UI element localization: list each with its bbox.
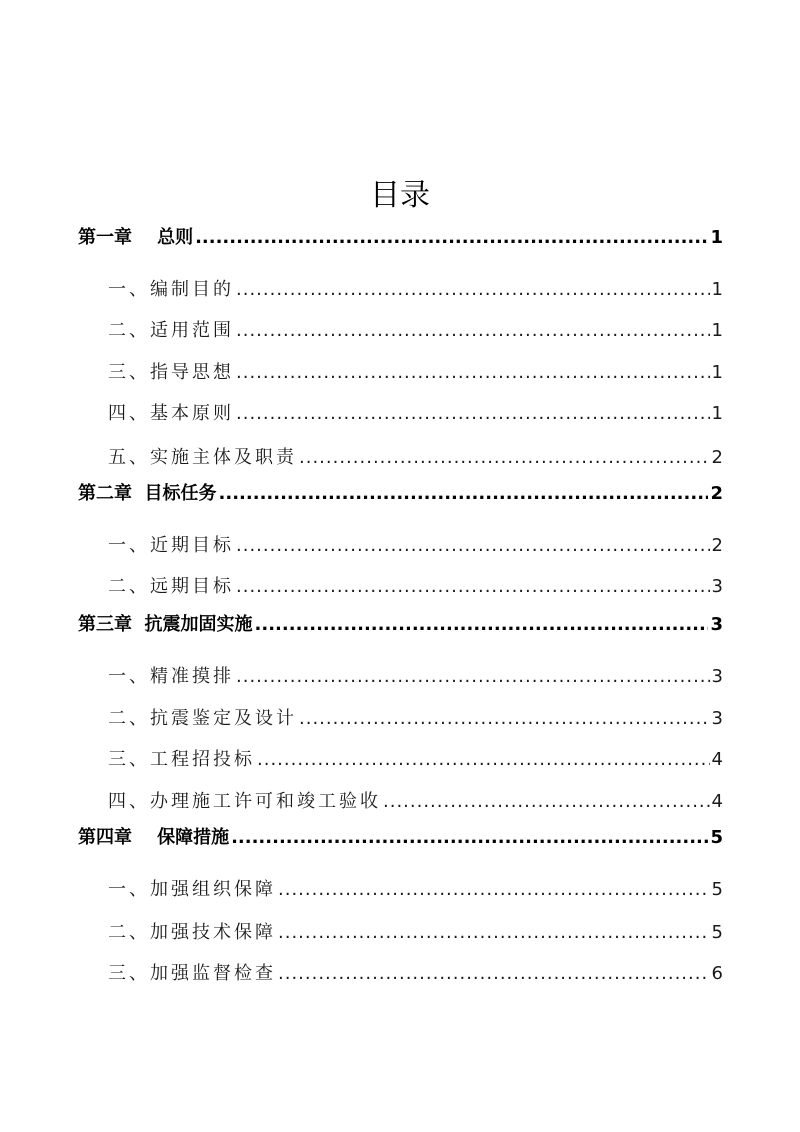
toc-entry-page: 2: [711, 447, 723, 468]
toc-leader: [195, 223, 708, 253]
toc-entry-section-2-1[interactable]: [108, 531, 723, 561]
toc-entry-label: 二、抗震鉴定及设计: [108, 708, 297, 729]
toc-entry-label: 二、适用范围: [108, 320, 234, 341]
toc-entry-page: 1: [711, 403, 723, 424]
toc-entry-label: 一、加强组织保障: [108, 879, 276, 900]
toc-entry-section-1-1[interactable]: [108, 275, 723, 305]
toc-entry-section-4-2[interactable]: [108, 918, 723, 948]
toc-entry-page: 5: [710, 827, 723, 848]
toc-entry-page: 5: [711, 922, 723, 943]
toc-entry-chapter-4[interactable]: [78, 823, 723, 853]
toc-entry-chapter-1[interactable]: [78, 223, 723, 253]
toc-entry-label: 五、实施主体及职责: [108, 447, 297, 468]
toc-leader: [236, 316, 710, 346]
toc-leader: [278, 875, 710, 905]
toc-entry-label: 第三章 抗震加固实施: [78, 614, 253, 635]
toc-leader: [257, 745, 710, 775]
toc-entry-label: 一、编制目的: [108, 279, 234, 300]
toc-entry-section-2-2[interactable]: [108, 572, 723, 602]
toc-leader: [278, 959, 710, 989]
toc-leader: [299, 443, 710, 473]
toc-leader: [219, 479, 709, 509]
toc-entry-label: 第二章 目标任务: [78, 483, 217, 504]
toc-entry-section-3-1[interactable]: [108, 662, 723, 692]
toc-entry-section-1-2[interactable]: [108, 316, 723, 346]
toc-entry-page: 3: [711, 708, 723, 729]
toc-entry-label: 二、加强技术保障: [108, 922, 276, 943]
toc-entry-page: 2: [710, 483, 723, 504]
toc-entry-page: 1: [711, 362, 723, 383]
toc-leader: [236, 531, 710, 561]
toc-entry-label: 一、近期目标: [108, 535, 234, 556]
toc-entry-section-3-4[interactable]: [108, 787, 723, 817]
toc-entry-section-1-3[interactable]: [108, 358, 723, 388]
toc-entry-section-1-5[interactable]: [108, 443, 723, 473]
toc-entry-section-4-1[interactable]: [108, 875, 723, 905]
toc-leader: [278, 918, 710, 948]
toc-entry-page: 6: [711, 963, 723, 984]
toc-leader: [236, 275, 710, 305]
toc-entry-page: 2: [711, 535, 723, 556]
toc-entry-page: 4: [711, 791, 723, 812]
toc-entry-page: 3: [711, 576, 723, 597]
toc-entry-page: 5: [711, 879, 723, 900]
toc-leader: [236, 358, 710, 388]
toc-entry-label: 四、办理施工许可和竣工验收: [108, 791, 381, 812]
toc-title: 目录: [370, 178, 430, 213]
toc-entry-label: 三、指导思想: [108, 362, 234, 383]
toc-entry-page: 1: [710, 227, 723, 248]
toc-entry-page: 3: [711, 666, 723, 687]
toc-entry-label: 三、加强监督检查: [108, 963, 276, 984]
toc-entry-section-4-3[interactable]: [108, 959, 723, 989]
toc-entry-label: 四、基本原则: [108, 403, 234, 424]
toc-leader: [299, 704, 710, 734]
toc-leader: [236, 572, 710, 602]
toc-entry-label: 三、工程招投标: [108, 749, 255, 770]
toc-entry-page: 3: [710, 614, 723, 635]
toc-entry-chapter-2[interactable]: [78, 479, 723, 509]
toc-entry-chapter-3[interactable]: [78, 610, 723, 640]
toc-entry-page: 1: [711, 279, 723, 300]
toc-entry-label: 二、远期目标: [108, 576, 234, 597]
toc-leader: [231, 823, 708, 853]
toc-leader: [255, 610, 709, 640]
toc-entry-section-3-3[interactable]: [108, 745, 723, 775]
toc-entry-label: 一、精准摸排: [108, 666, 234, 687]
toc-entry-page: 1: [711, 320, 723, 341]
toc-leader: [236, 662, 710, 692]
toc-entry-section-1-4[interactable]: [108, 399, 723, 429]
toc-entry-label: 第四章 保障措施: [78, 827, 230, 848]
toc-leader: [383, 787, 710, 817]
toc-entry-section-3-2[interactable]: [108, 704, 723, 734]
toc-entry-label: 第一章 总则: [78, 227, 194, 248]
toc-leader: [236, 399, 710, 429]
toc-entry-page: 4: [711, 749, 723, 770]
